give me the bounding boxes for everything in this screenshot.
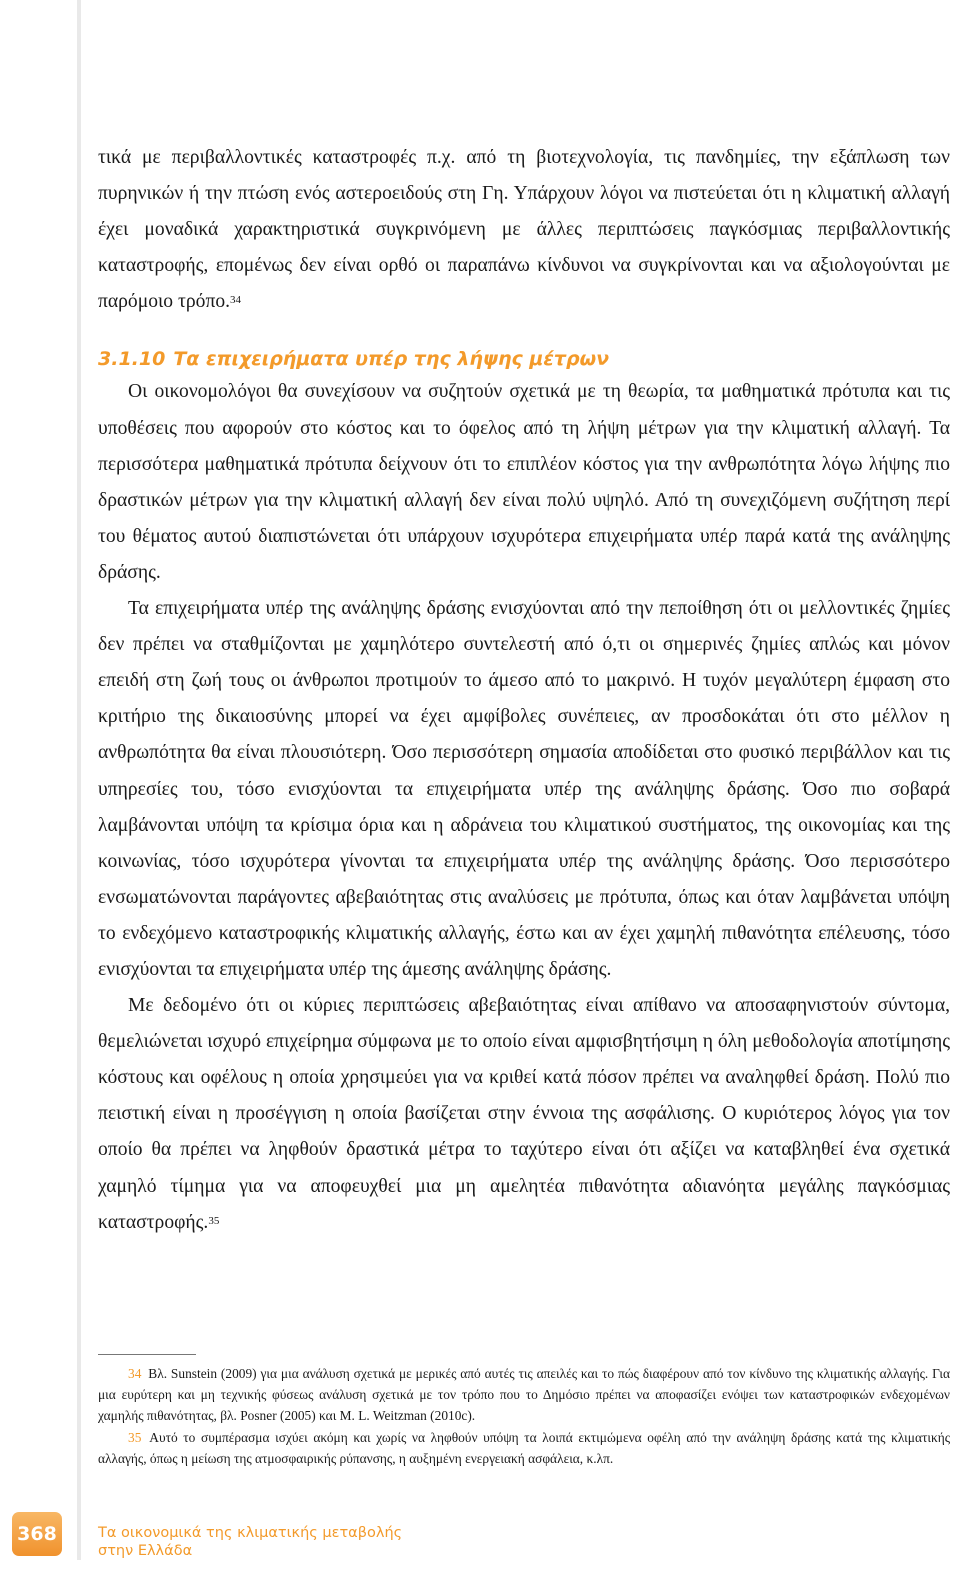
section-title: Τα επιχειρήματα υπέρ της λήψης μέτρων — [173, 348, 610, 371]
footnote-ref-35[interactable]: 35 — [208, 1214, 220, 1227]
left-margin-rule — [77, 0, 81, 1560]
footnote-ref-34[interactable]: 34 — [230, 294, 242, 307]
footnote-34 — [98, 1363, 950, 1426]
paragraph-2: Τα επιχειρήματα υπέρ της ανάληψης δράσης ενισχύονται από την πεποίθηση ότι οι μελλοντικές ζημίες δεν πρέπει να σταθμίζονται με χαμηλότερο συντελεστή από ό,τι οι σημερινές ζημίες απλώς και μόνον επειδή στη ζωή τους οι άνθρωποι προτιμούν το άμεσο από το μακρινό. Η τυχόν μεγαλύτερη έμφαση στο κριτήριο της δικαιοσύνης μπορεί να έχει αμφίβολες συνέπειες, αν προσδοκάται ότι στο μέλλον η ανθρωπότητα θα είναι πλουσιότερη. Όσο περισσότερη σημασία αποδίδεται στο φυσικό περιβάλλον και τις υπηρεσίες του, τόσο ενισχύονται τα επιχειρήματα υπέρ της ανάληψης δράσης. Όσο πιο σοβαρά λαμβάνονται υπόψη τα κρίσιμα όρια και η αδράνεια του κλιματικού συστήματος, της οικονομίας και της κοινωνίας, τόσο ισχυρότερα γίνονται τα επιχειρήματα υπέρ της ανάληψης δράσης. Όσο περισσότερο ενσωματώνονται παράγοντες αβεβαιότητας στις αναλύσεις με πρότυπα, όπως και όταν λαμβάνεται υπόψη το ενδεχόμενο καταστροφικής κλιματικής αλλαγής, έστω και αν έχει χαμηλή πιθανότητα επέλευσης, τόσο ενισχύονται τα επιχειρήματα υπέρ της άμεσης ανάληψης δράσης. — [98, 598, 950, 980]
section-number: 3.1.10 — [98, 348, 166, 371]
footnote-number: 34 — [128, 1366, 142, 1381]
paragraph-1: Οι οικονομολόγοι θα συνεχίσουν να συζητούν σχετικά με τη θεωρία, τα μαθηματικά πρότυπα και τις υποθέσεις που αφορούν στο κόστος και το όφελος από τη λήψη μέτρων για την κλιματική αλλαγή. Τα περισσότερα μαθηματικά πρότυπα δείχνουν ότι το επιπλέον κόστος για την ανθρωπότητα λόγω λήψης πιο δραστικών μέτρων για την κλιματική αλλαγή δεν είναι πολύ υψηλό. Από τη συνεχιζόμενη συζήτηση περί του θέματος αυτού διαπιστώνεται ότι υπάρχουν ισχυρότερα επιχειρήματα υπέρ παρά κατά της ανάληψης δράσης. — [98, 381, 950, 583]
running-footer-line-1: Τα οικονομικά της κλιματικής μεταβολής — [98, 1525, 403, 1541]
section-heading — [98, 344, 950, 374]
page-number-badge: 368 — [12, 1512, 62, 1556]
footnote-text: Αυτό το συμπέρασμα ισχύει ακόμη και χωρίς να ληφθούν υπόψη τα λοιπά εκτιμώμενα οφέλη από την ανάληψη δράσης κατά της κλιματικής αλλαγής, όπως η μείωση της ατμοσφαιρικής ρύπανσης, η αυξημένη ενεργειακή ασφάλεια, κ.λπ. — [98, 1430, 951, 1466]
paragraph-continued — [98, 140, 950, 320]
paragraph-3 — [98, 988, 950, 1241]
running-footer-line-2: στην Ελλάδα — [98, 1543, 193, 1559]
footnote-divider — [98, 1354, 196, 1355]
paragraph-text: τικά με περιβαλλοντικές καταστροφές π.χ. από τη βιοτεχνολογία, τις πανδημίες, την εξάπλωση των πυρηνικών ή την πτώση ενός αστεροειδούς στη Γη. Υπάρχουν λόγοι να πιστεύεται ότι η κλιματική αλλαγή έχει μοναδικά χαρακτηριστικά συγκρινόμενη με άλλες περιπτώσεις παγκόσμιας περιβαλλοντικής καταστροφής, επομένως δεν είναι ορθό οι παραπάνω κίνδυνοι να συγκρίνονται και να αξιολογούνται με παρόμοιο τρόπο. — [98, 147, 950, 313]
footnotes — [98, 1363, 950, 1470]
footnote-number: 35 — [128, 1430, 142, 1445]
running-footer — [98, 1524, 498, 1560]
footnote-35 — [98, 1427, 950, 1469]
paragraph-text: Με δεδομένο ότι οι κύριες περιπτώσεις αβεβαιότητας είναι απίθανο να αποσαφηνιστούν σύντομα, θεμελιώνεται ισχυρό επιχείρημα σύμφωνα με το οποίο είναι αμφισβητήσιμη η όλη μεθοδολογία αποτίμησης κόστους και οφέλους η οποία χρησιμεύει για να κριθεί κατά πόσον πρέπει να αναληφθεί δράση. Πολύ πιο πειστική είναι η προσέγγιση η οποία βασίζεται στην έννοια της ασφάλισης. Ο κυριότερος λόγος για τον οποίο θα πρέπει να ληφθούν δραστικά μέτρα το ταχύτερο είναι ότι αξίζει να καταβληθεί ένα σχετικά χαμηλό τίμημα για να αποφευχθεί μια μη αμελητέα πιθανότητα αδιανόητα μεγάλης παγκόσμιας καταστροφής. — [98, 995, 950, 1233]
footnote-text: Βλ. Sunstein (2009) για μια ανάλυση σχετικά με μερικές από αυτές τις απειλές και το πώς διαφέρουν από τον κίνδυνο της κλιματικής αλλαγής. Για μια ευρύτερη και μη τεχνικής φύσεως ανάλυση σχετικά με τον τρόπο που το Δημόσιο πρέπει να αποφασίζει ενόψει των καταστροφικών ενδεχομένων χαμηλής πιθανότητας, βλ. Posner (2005) και M. L. Weitzman (2010c). — [98, 1366, 950, 1423]
page-body — [98, 140, 950, 1241]
